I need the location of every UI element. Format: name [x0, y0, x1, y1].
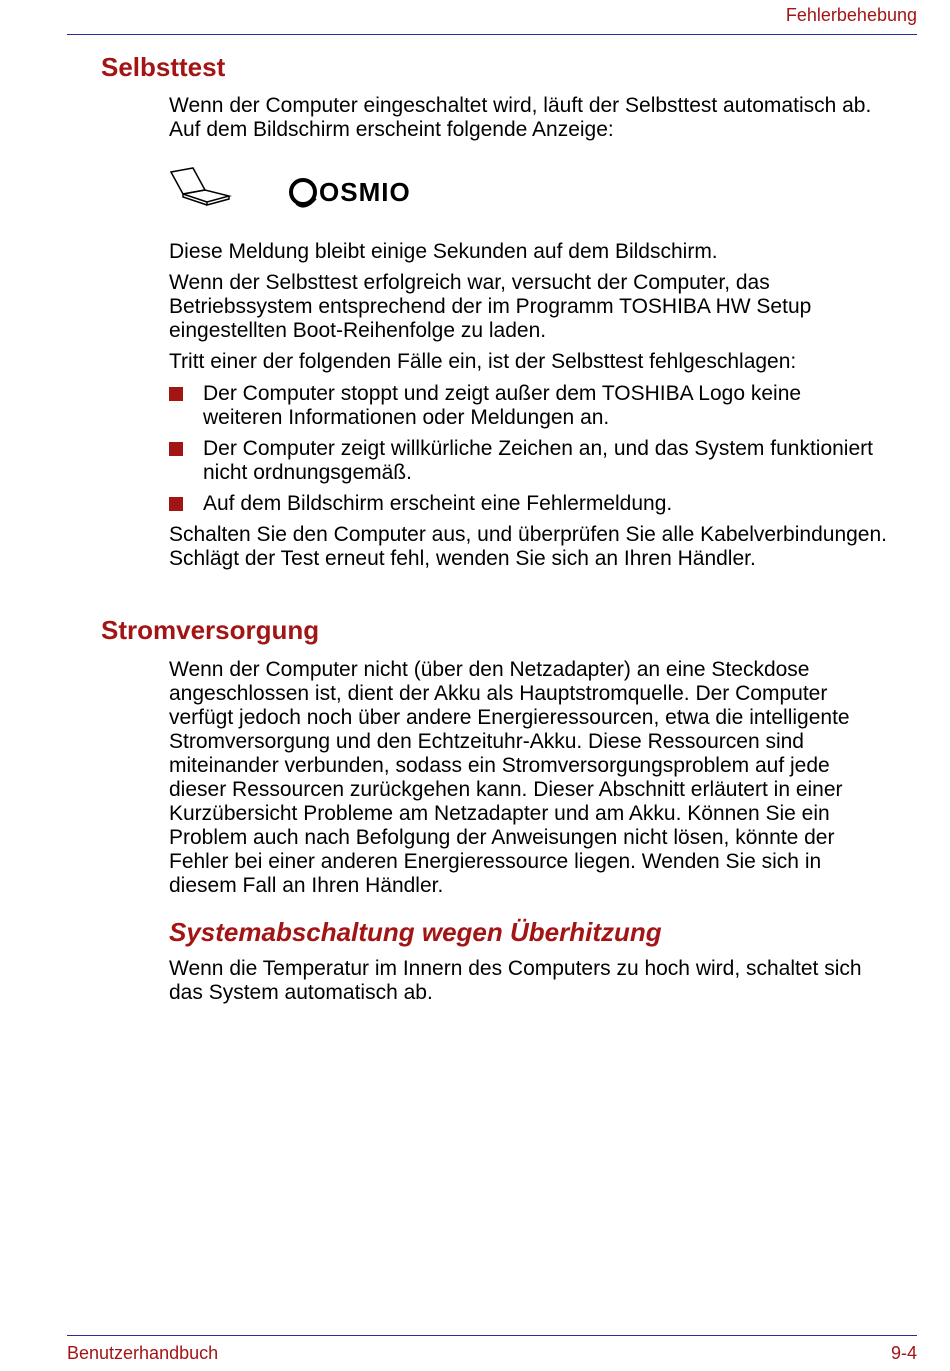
- page-number: 9-4: [890, 1343, 917, 1363]
- header-rule: [67, 34, 917, 35]
- subsection-title-ueberhitzung: Systemabschaltung wegen Überhitzung: [169, 917, 662, 947]
- list-item-text: Der Computer zeigt willkürliche Zeichen an, und das System funktioniert nicht ordnungsgemäß.: [203, 437, 873, 484]
- section-title-stromversorgung: Stromversorgung: [101, 615, 320, 645]
- svg-text:OSMIO: OSMIO: [319, 177, 411, 207]
- selbsttest-p1: Diese Meldung bleibt einige Sekunden auf dem Bildschirm.: [169, 240, 718, 263]
- running-header: Fehlerbehebung: [785, 5, 917, 25]
- bullet-square-icon: [169, 387, 183, 401]
- selbsttest-p4: Schalten Sie den Computer aus, und überprüfen Sie alle Kabelverbindungen. Schlägt der Test erneut fehl, wenden Sie sich an Ihren Händler.: [169, 523, 887, 570]
- footer-rule: [67, 1335, 917, 1336]
- list-item-text: Auf dem Bildschirm erscheint eine Fehlermeldung.: [203, 492, 673, 515]
- section-title-selbsttest: Selbsttest: [101, 52, 226, 82]
- list-item-text: Der Computer stoppt und zeigt außer dem TOSHIBA Logo keine weiteren Informationen oder Meldungen an.: [203, 382, 802, 429]
- laptop-icon: [167, 166, 233, 210]
- footer-title: Benutzerhandbuch: [67, 1343, 219, 1363]
- strom-p1: Wenn der Computer nicht (über den Netzadapter) an eine Steckdose angeschlossen ist, dient der Akku als Hauptstromquelle. Der Computer verfügt jedoch noch über andere Energieressourcen, etwa die intelligente Stromversorgung und den Echtzeituhr-Akku. Diese Ressourcen sind miteinander verbunden, sodass ein Stromversorgungsproblem auf jede dieser Ressourcen zurückgehen kann. Dieser Abschnitt erläutert in einer Kurzübersicht Probleme am Netzadapter und am Akku. Können Sie ein Problem auch nach Befolgung der Anweisungen nicht lösen, könnte der Fehler bei einer anderen Energieressource liegen. Wenden Sie sich in diesem Fall an Ihren Händler.: [169, 658, 850, 897]
- selbsttest-p2: Wenn der Selbsttest erfolgreich war, versucht der Computer, das Betriebssystem entsprechend der im Programm TOSHIBA HW Setup eingestellten Boot-Reihenfolge zu laden.: [169, 271, 812, 342]
- bullet-square-icon: [169, 497, 183, 511]
- qosmio-logo: [285, 170, 425, 219]
- selbsttest-intro: Wenn der Computer eingeschaltet wird, läuft der Selbsttest automatisch ab. Auf dem Bildschirm erscheint folgende Anzeige:: [169, 94, 872, 141]
- bullet-square-icon: [169, 442, 183, 456]
- ueberhitzung-p1: Wenn die Temperatur im Innern des Computers zu hoch wird, schaltet sich das System automatisch ab.: [169, 957, 862, 1004]
- selbsttest-p3: Tritt einer der folgenden Fälle ein, ist der Selbsttest fehlgeschlagen:: [169, 350, 797, 373]
